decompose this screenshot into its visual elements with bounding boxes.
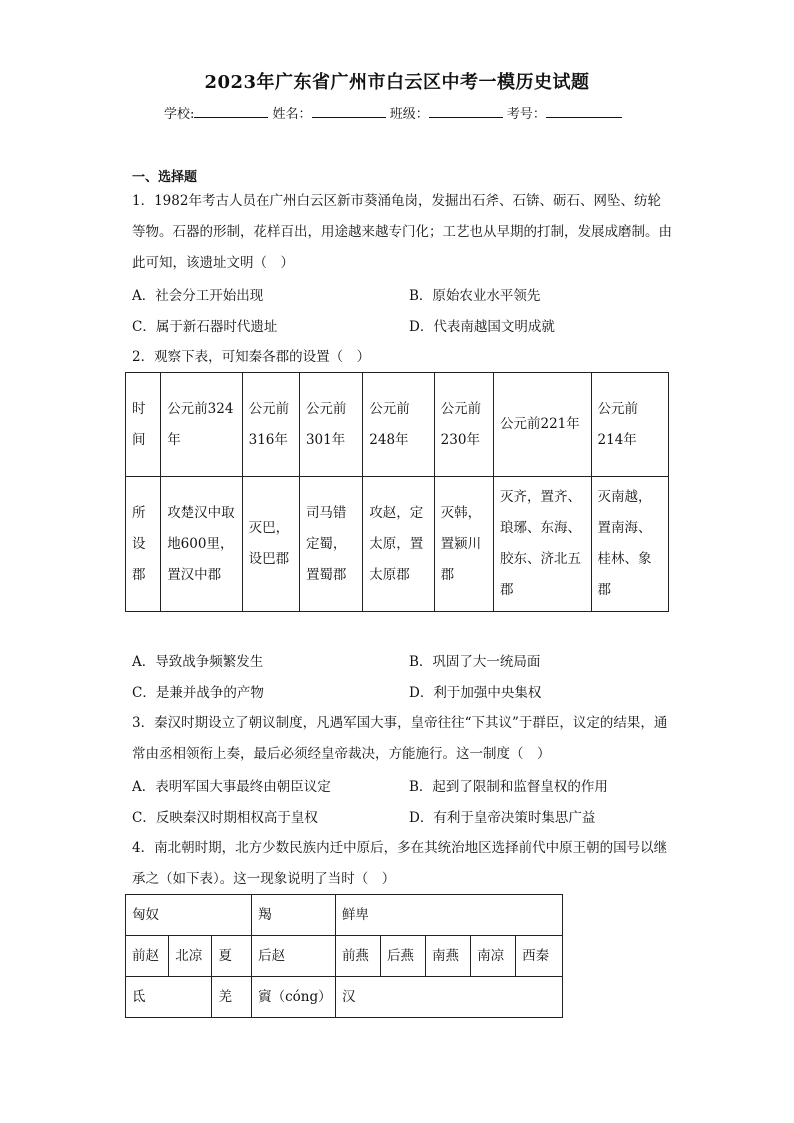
table-cell: 后赵 [252, 936, 336, 977]
table-cell: 公元前301年 [299, 373, 362, 477]
table-cell: 氐 [126, 977, 212, 1018]
table-cell: 后燕 [380, 936, 425, 977]
q3-option-b: B．起到了限制和监督皇权的作用 [409, 779, 608, 795]
question-3-stem: 3．秦汉时期设立了朝议制度，凡遇军国大事，皇帝往往“下其议”于群臣，议定的结果，通常由丞相领衔上奏，最后必须经皇帝裁决，方能施行。这一制度（ ） [132, 715, 668, 762]
number-label: 考号： [506, 107, 546, 122]
q1-option-d: D．代表南越国文明成就 [409, 319, 555, 335]
q3-option-c: C．反映秦汉时期相权高于皇权 [132, 810, 318, 826]
table-cell: 前燕 [335, 936, 380, 977]
ethnic-states-table [125, 894, 563, 1018]
table-row [126, 977, 563, 1018]
table-cell: 司马错定蜀，置蜀郡 [299, 477, 362, 612]
table-cell: 灭巴，设巴郡 [242, 477, 299, 612]
table-row [126, 373, 669, 477]
table-cell: 灭韩，置颍川郡 [434, 477, 493, 612]
table-cell: 賨（cóng） [252, 977, 336, 1018]
school-label: 学校: [164, 107, 195, 122]
class-blank [429, 105, 503, 118]
q3-option-a: A．表明军国大事最终由朝臣议定 [132, 779, 331, 795]
question-2-stem: 2．观察下表，可知秦各郡的设置（ ） [132, 349, 371, 365]
table-cell: 公元前248年 [363, 373, 434, 477]
class-label: 班级： [389, 107, 429, 122]
table-cell: 公元前324年 [161, 373, 242, 477]
table-cell: 公元前214年 [591, 373, 668, 477]
q1-option-b: B．原始农业水平领先 [409, 288, 541, 304]
table-cell: 灭南越，置南海、桂林、象郡 [591, 477, 668, 612]
table-cell: 时间 [126, 373, 161, 477]
table-cell: 攻楚汉中取地600里，置汉中郡 [161, 477, 242, 612]
name-label: 姓名： [272, 107, 312, 122]
table-cell: 北凉 [169, 936, 212, 977]
section-heading: 一、选择题 [132, 170, 198, 185]
number-blank [546, 105, 622, 118]
name-blank [312, 105, 386, 118]
table-row [126, 477, 669, 612]
q2-option-b: B．巩固了大一统局面 [409, 654, 541, 670]
student-info-line [164, 103, 622, 122]
q2-option-c: C．是兼并战争的产物 [132, 685, 264, 701]
q1-option-a: A．社会分工开始出现 [132, 288, 264, 304]
table-cell: 公元前221年 [493, 373, 591, 477]
table-cell: 夏 [212, 936, 252, 977]
table-cell: 羌 [212, 977, 252, 1018]
q1-option-c: C．属于新石器时代遗址 [132, 319, 278, 335]
table-row [126, 895, 563, 936]
table-cell: 前赵 [126, 936, 169, 977]
table-cell: 南凉 [471, 936, 516, 977]
question-1-stem: 1．1982年考古人员在广州白云区新市葵涌龟岗，发掘出石斧、石锛、砺石、网坠、纺轮等物。石器的形制，花样百出，用途越来越专门化；工艺也从早期的打制，发展成磨制。由此可知，该遗址文明（ ） [132, 193, 672, 271]
table-cell: 所设郡 [126, 477, 161, 612]
table-cell: 匈奴 [126, 895, 252, 936]
q2-option-d: D．利于加强中央集权 [409, 685, 542, 701]
table-cell: 公元前316年 [242, 373, 299, 477]
qin-commanderies-table [125, 372, 669, 612]
table-cell: 汉 [335, 977, 562, 1018]
table-cell: 公元前230年 [434, 373, 493, 477]
table-cell: 攻赵，定太原，置太原郡 [363, 477, 434, 612]
table-cell: 灭齐，置齐、琅琊、东海、胶东、济北五郡 [493, 477, 591, 612]
table-cell: 南燕 [426, 936, 471, 977]
table-cell: 西秦 [516, 936, 563, 977]
q3-option-d: D．有利于皇帝决策时集思广益 [409, 810, 596, 826]
q2-option-a: A．导致战争频繁发生 [132, 654, 264, 670]
page-title: 2023年广东省广州市白云区中考一模历史试题 [204, 72, 590, 93]
table-cell: 羯 [252, 895, 336, 936]
table-cell: 鲜卑 [335, 895, 562, 936]
school-blank [194, 105, 268, 118]
table-row [126, 936, 563, 977]
question-4-stem: 4．南北朝时期，北方少数民族内迁中原后，多在其统治地区选择前代中原王朝的国号以继承之（如下表）。这一现象说明了当时（ ） [132, 840, 668, 887]
